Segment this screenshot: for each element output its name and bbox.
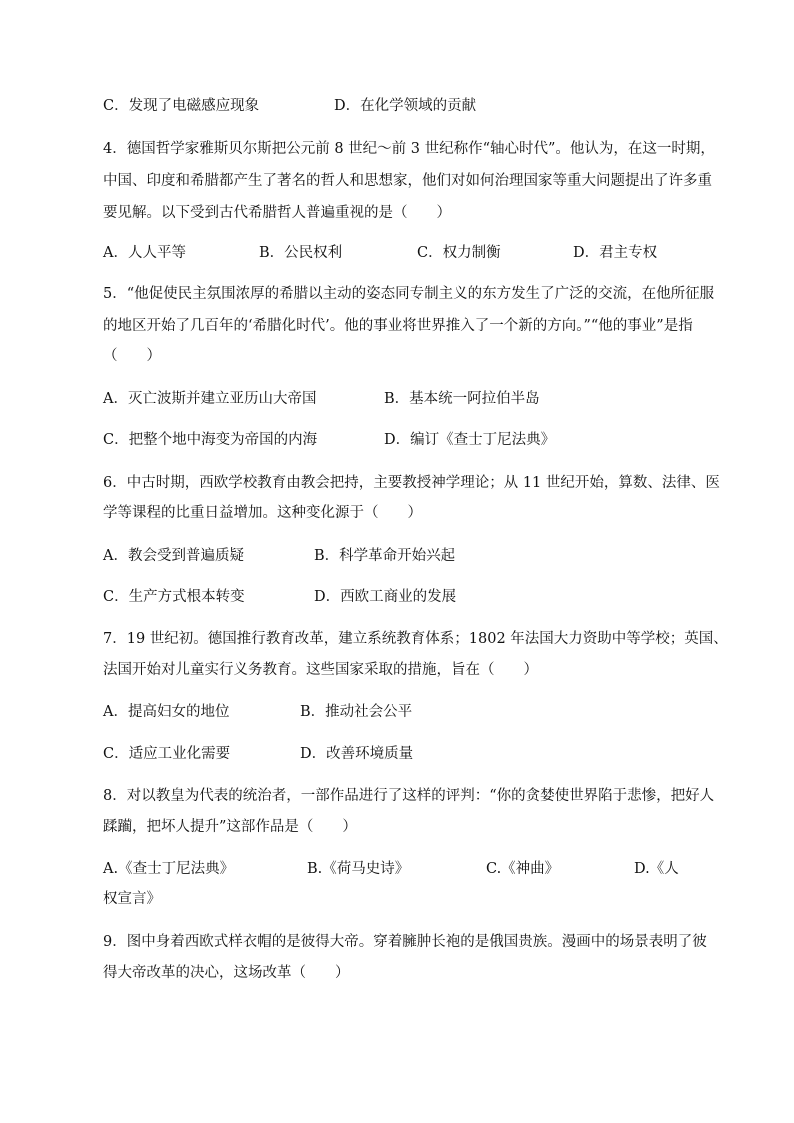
q5-stem-line-2: 的地区开始了几百年的‘希腊化时代’。他的事业将世界推入了一个新的方向。”“他的事业”是指: [103, 318, 693, 334]
q5-option-a: A．灭亡波斯并建立亚历山大帝国: [103, 391, 317, 407]
q4-stem-line-2: 中国、印度和希腊都产生了著名的哲人和思想家，他们对如何治理国家等重大问题提出了许多重: [103, 173, 712, 189]
q4-option-a: A．人人平等: [103, 245, 186, 261]
q4-stem-line-1: 4．德国哲学家雅斯贝尔斯把公元前 8 世纪～前 3 世纪称作“轴心时代”。他认为，在这一时期，: [103, 141, 715, 157]
q5-option-d: D．编订《查士丁尼法典》: [384, 432, 556, 448]
q9-stem-line-1: 9．图中身着西欧式样衣帽的是彼得大帝。穿着臃肿长袍的是俄国贵族。漫画中的场景表明了彼: [103, 934, 707, 950]
q5-option-c: C．把整个地中海变为帝国的内海: [103, 432, 318, 448]
q7-option-c: C．适应工业化需要: [103, 746, 231, 762]
q6-stem-line-1: 6．中古时期，西欧学校教育由教会把持，主要教授神学理论；从 11 世纪开始，算数、法律、医: [103, 475, 720, 491]
q4-option-d: D．君主专权: [573, 245, 658, 261]
q6-stem-line-2: 学等课程的比重日益增加。这种变化源于（ ）: [103, 505, 422, 521]
q8-stem-line-1: 8．对以教皇为代表的统治者，一部作品进行了这样的评判：“你的贪婪使世界陷于悲惨，把好人: [103, 788, 715, 804]
q4-stem-line-3: 要见解。以下受到古代希腊哲人普遍重视的是（ ）: [103, 205, 451, 221]
q6-option-a: A．教会受到普遍质疑: [103, 548, 244, 564]
q8-stem-line-2: 蹂躏，把坏人提升”这部作品是（ ）: [103, 819, 357, 835]
q9-stem-line-2: 得大帝改革的决心，这场改革（ ）: [103, 965, 350, 981]
q6-option-c: C．生产方式根本转变: [103, 589, 245, 605]
q8-option-a: A.《查士丁尼法典》: [103, 861, 235, 877]
q8-option-b: B.《荷马史诗》: [307, 861, 410, 877]
q7-stem-line-1: 7．19 世纪初。德国推行教育改革，建立系统教育体系；1802 年法国大力资助中等学校；英国、: [103, 631, 728, 647]
q8-option-d: D.《人: [634, 861, 679, 877]
q7-option-d: D．改善环境质量: [300, 746, 414, 762]
q5-stem-line-1: 5．“他促使民主氛围浓厚的希腊以主动的姿态同专制主义的东方发生了广泛的交流，在他所征服: [103, 286, 715, 302]
q3-option-d: D．在化学领域的贡献: [334, 98, 477, 114]
q7-stem-line-2: 法国开始对儿童实行义务教育。这些国家采取的措施，旨在（ ）: [103, 662, 538, 678]
q3-option-c: C．发现了电磁感应现象: [103, 98, 260, 114]
q7-option-b: B．推动社会公平: [300, 704, 413, 720]
q4-option-c: C．权力制衡: [417, 245, 501, 261]
q6-option-b: B．科学革命开始兴起: [314, 548, 456, 564]
q5-option-b: B．基本统一阿拉伯半岛: [384, 391, 540, 407]
q4-option-b: B．公民权利: [259, 245, 343, 261]
q8-option-c: C.《神曲》: [486, 861, 560, 877]
q6-option-d: D．西欧工商业的发展: [314, 589, 457, 605]
q7-option-a: A．提高妇女的地位: [103, 704, 230, 720]
q8-option-d-continued: 权宣言》: [103, 891, 161, 907]
q5-stem-line-3: （ ）: [103, 348, 161, 364]
